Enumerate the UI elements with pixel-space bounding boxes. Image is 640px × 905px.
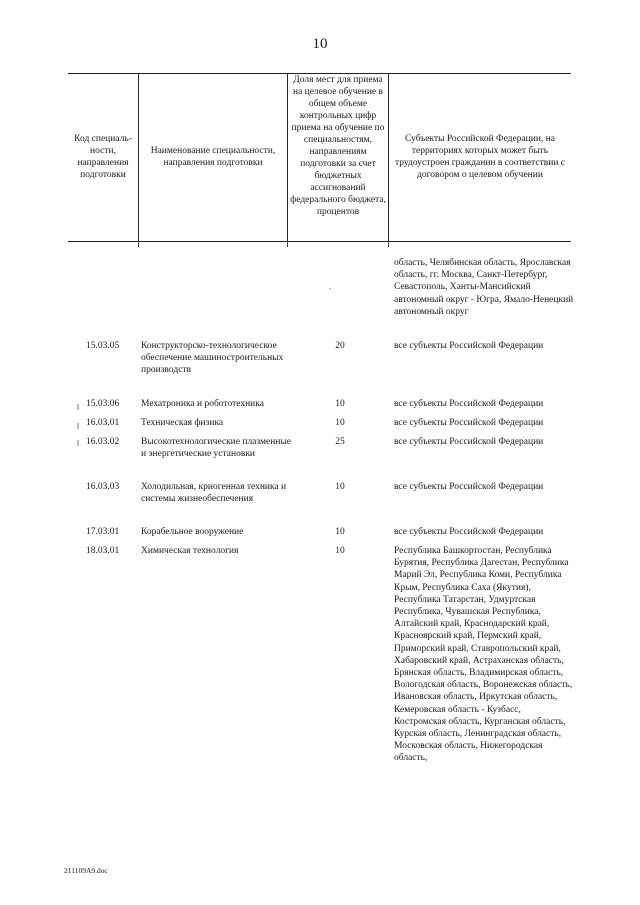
row-subjects: все субъекты Российской Федерации	[394, 418, 544, 428]
row-share: 10	[335, 546, 345, 556]
row-share: 20	[335, 341, 345, 351]
page-number: 10	[312, 36, 328, 52]
row-subjects: все субъекты Российской Федерации	[394, 482, 544, 492]
header-share: Доля мест для приема на целевое обучение в общем объеме контрольных цифр приема на обучение по специальностям, направлениям подготовки за счет бюджетных ассигнований федерального бюджета, процентов	[290, 75, 386, 217]
row-share: 10	[335, 527, 345, 537]
scan-margin-mark	[77, 423, 79, 429]
row-name: Конструкторско-технологическое обеспечение машиностроительных производств	[141, 341, 284, 376]
row-name: Химическая технология	[141, 546, 239, 556]
row-name: Мехатроника и робототехника	[141, 399, 264, 409]
table-header-bottom-border	[68, 241, 571, 242]
row-share: 10	[335, 482, 345, 492]
row-code: 17.03.01	[86, 527, 120, 537]
row-subjects: все субъекты Российской Федерации	[394, 437, 544, 447]
footer-filename: 211109А9.doc	[64, 866, 108, 875]
stray-dot: .	[329, 282, 331, 291]
scan-margin-mark	[77, 440, 79, 446]
header-subjects: Субъекты Российской Федерации, на территориях которых может быть трудоустроен гражданин в соответствии с договором о целевом обучении	[394, 134, 566, 180]
row-subjects: все субъекты Российской Федерации	[394, 527, 544, 537]
row-share: 10	[335, 418, 345, 428]
row-code: 15.03.06	[86, 399, 120, 409]
column-tick	[138, 241, 139, 247]
row-code: 16.03.03	[86, 482, 120, 492]
column-tick	[388, 241, 389, 247]
row-code: 18.03.01	[86, 546, 120, 556]
row-name: Корабельное вооружение	[141, 527, 244, 537]
row-code: 16.03.01	[86, 418, 120, 428]
header-name: Наименование специальности, направления подготовки	[150, 146, 276, 168]
scan-margin-mark	[77, 404, 79, 410]
row-subjects: Республика Башкортостан, Республика Бурятия, Республика Дагестан, Республика Марий Эл, Республика Коми, Республика Крым, Республика Саха (Якутия), Республика Татарстан, Удмуртская Республика, Чувашская Республика, Алтайский край, Краснодарский край, Красноярский край, Пермский край, Приморский край, Ставропольский край, Хабаровский край, Астраханская область, Брянская область, Владимирская область, Вологодская область, Воронежская область, Ивановская область, Иркутская область, Кемеровская область - Кузбасс, Костромская область, Курганская область, Курская область, Ленинградская область, Московская область, Нижегородская область,	[394, 546, 573, 764]
row-subjects: все субъекты Российской Федерации	[394, 341, 544, 351]
row-name: Высокотехнологические плазменные и энергетические установки	[141, 437, 292, 460]
row-name: Техническая физика	[141, 418, 224, 428]
header-code: Код специаль-ности, направления подготовки	[74, 134, 132, 180]
row-subjects: все субъекты Российской Федерации	[394, 399, 544, 409]
column-tick	[287, 241, 288, 247]
continuation-subjects: область, Челябинская область, Ярославская область, гг. Москва, Санкт-Петербург, Севастополь, Ханты-Мансийский автономный округ - Югра, Ямало-Ненецкий автономный округ	[394, 258, 574, 317]
row-share: 25	[335, 437, 345, 447]
row-share: 10	[335, 399, 345, 409]
row-code: 15.03.05	[86, 341, 120, 351]
row-name: Холодильная, криогенная техника и системы жизнеобеспечения	[141, 482, 287, 505]
row-code: 16.03.02	[86, 437, 120, 447]
